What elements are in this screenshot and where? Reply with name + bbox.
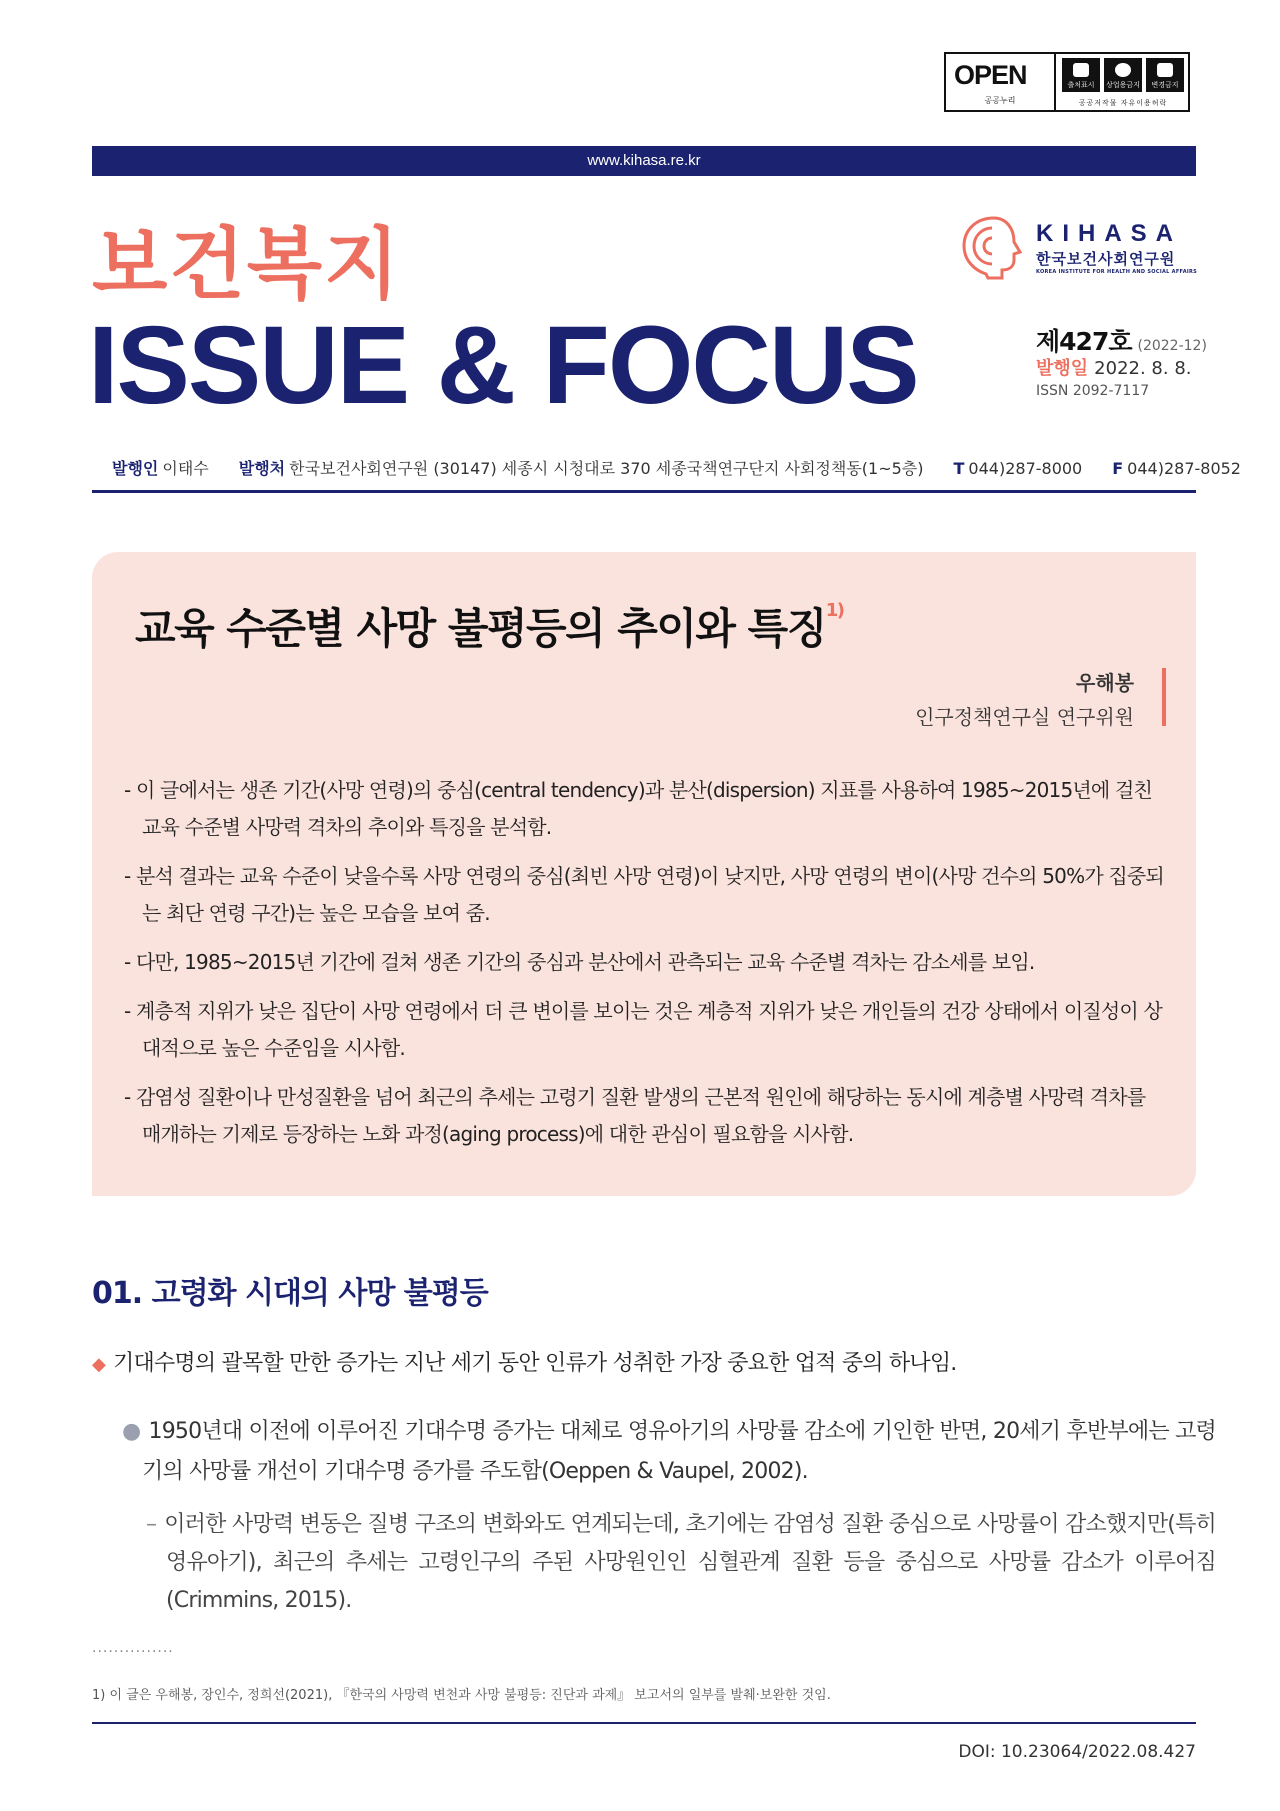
fax-label: F [1112, 459, 1124, 478]
summary-bullet: - 이 글에서는 생존 기간(사망 연령)의 중심(central tendency)과 분산(dispersion) 지표를 사용하여 1985~2015년에 걸친 교육 수준별 사망력 격차의 추이와 특징을 분석함. [124, 778, 1153, 839]
license-sub-label: 공공저작물 자유이용허락 [1078, 99, 1168, 107]
open-license-badge [944, 52, 1190, 112]
kihasa-logo [958, 214, 1198, 284]
issue-date-value: 2022. 8. 8. [1094, 358, 1192, 379]
publisher-info [112, 456, 1241, 479]
issn: ISSN 2092-7117 [1036, 383, 1150, 399]
level1-point [92, 1346, 956, 1377]
footnote-separator: ............... [92, 1640, 174, 1656]
article-title [135, 596, 844, 656]
license-icons [1062, 58, 1184, 92]
author-role: 인구정책연구실 연구위원 [915, 705, 1134, 729]
no-derivatives-label: 변경금지 [1151, 81, 1179, 89]
attribution-label: 출처표시 [1067, 81, 1095, 89]
article-title-text: 교육 수준별 사망 불평등의 추이와 특징 [135, 604, 826, 653]
open-sub-label: 공공누리 [984, 96, 1016, 105]
doi[interactable]: DOI: 10.23064/2022.08.427 [958, 1742, 1196, 1762]
diamond-bullet-icon: ◆ [92, 1354, 106, 1375]
header-divider [92, 490, 1196, 493]
fax-number: 044)287-8052 [1127, 459, 1241, 478]
no-commercial-label: 상업용금지 [1106, 81, 1140, 89]
no-commercial-icon [1104, 58, 1142, 92]
dot-bullet-icon: ● [122, 1419, 141, 1444]
open-logo [946, 54, 1054, 110]
publication-title-kr: 보건복지 [92, 220, 402, 310]
summary-bullet: - 계층적 지위가 낮은 집단이 사망 연령에서 더 큰 변이를 보이는 것은 계층적 지위가 낮은 개인들의 건강 상태에서 이질성이 상대적으로 높은 수준임을 시사함. [124, 999, 1163, 1060]
publisher-label: 발행인 [112, 459, 159, 478]
author-block [915, 666, 1134, 734]
open-word: OPEN [954, 60, 1027, 90]
issue-number-value: 제427호 [1036, 327, 1132, 356]
level1-text: 기대수명의 괄목할 만한 증가는 지난 세기 동안 인류가 성취한 가장 중요한 업적 중의 하나임. [113, 1351, 957, 1376]
kihasa-name-en: KOREA INSTITUTE FOR HEALTH AND SOCIAL AFFAIRS [1036, 269, 1198, 275]
author-accent-bar [1162, 668, 1166, 726]
office-label: 발행처 [238, 459, 286, 478]
section-heading: 01. 고령화 시대의 사망 불평등 [92, 1276, 488, 1311]
level2-point [122, 1412, 1216, 1492]
tel-number: 044)287-8000 [968, 459, 1083, 478]
issue-date-label: 발행일 [1036, 358, 1089, 379]
summary-bullet: - 다만, 1985~2015년 기간에 걸쳐 생존 기간의 중심과 분산에서 관측되는 교육 수준별 격차는 감소세를 보임. [124, 950, 1035, 974]
issue-date [1036, 354, 1192, 380]
dash-bullet-icon: – [146, 1512, 157, 1537]
author-name: 우해봉 [1076, 671, 1134, 695]
publication-title-en: ISSUE & FOCUS [88, 304, 918, 427]
issue-code: (2022-12) [1137, 338, 1207, 354]
summary-bullet: - 분석 결과는 교육 수준이 낮을수록 사망 연령의 중심(최빈 사망 연령)이 낮지만, 사망 연령의 변이(사망 건수의 50%가 집중되는 최단 연령 구간)는 높은 모습을 보여 줌. [124, 864, 1164, 925]
attribution-icon [1062, 58, 1100, 92]
kihasa-wordmark: KIHASA [1036, 220, 1183, 247]
level3-text: 이러한 사망력 변동은 질병 구조의 변화와도 연계되는데, 초기에는 감염성 질환 중심으로 사망률이 감소했지만(특히 영유아기), 최근의 추세는 고령인구의 주된 사망원인인 심혈관계 질환 등을 중심으로 사망률 감소가 이루어짐(Crimmins, 2015). [164, 1512, 1216, 1613]
issue-number [1036, 322, 1207, 358]
no-derivatives-icon [1146, 58, 1184, 92]
level3-point [146, 1506, 1216, 1620]
website-url[interactable]: www.kihasa.re.kr [92, 146, 1196, 176]
footnote-ref[interactable]: 1) [825, 600, 844, 621]
publisher-name: 이태수 [162, 459, 209, 478]
badge-divider [1054, 54, 1056, 110]
footnote: 1) 이 글은 우해봉, 장인수, 정희선(2021), 『한국의 사망력 변천과 사망 불평등: 진단과 과제』 보고서의 일부를 발췌·보완한 것임. [92, 1688, 831, 1703]
kihasa-name-kr: 한국보건사회연구원 [1036, 250, 1176, 268]
tel-label: T [953, 459, 965, 478]
level2-text: 1950년대 이전에 이루어진 기대수명 증가는 대체로 영유아기의 사망률 감소에 기인한 반면, 20세기 후반부에는 고령기의 사망률 개선이 기대수명 증가를 주도함(Oeppen & Vaupel, 2002). [142, 1419, 1216, 1484]
office-address: 한국보건사회연구원 (30147) 세종시 시청대로 370 세종국책연구단지 사회정책동(1~5층) [289, 459, 924, 478]
summary-bullets [124, 772, 1168, 1165]
footer-divider [92, 1722, 1196, 1724]
summary-bullet: - 감염성 질환이나 만성질환을 넘어 최근의 추세는 고령기 질환 발생의 근본적 원인에 해당하는 동시에 계층별 사망력 격차를 매개하는 기제로 등장하는 노화 과정(aging process)에 대한 관심이 필요함을 시사함. [124, 1085, 1146, 1146]
head-profile-icon [958, 214, 1028, 280]
